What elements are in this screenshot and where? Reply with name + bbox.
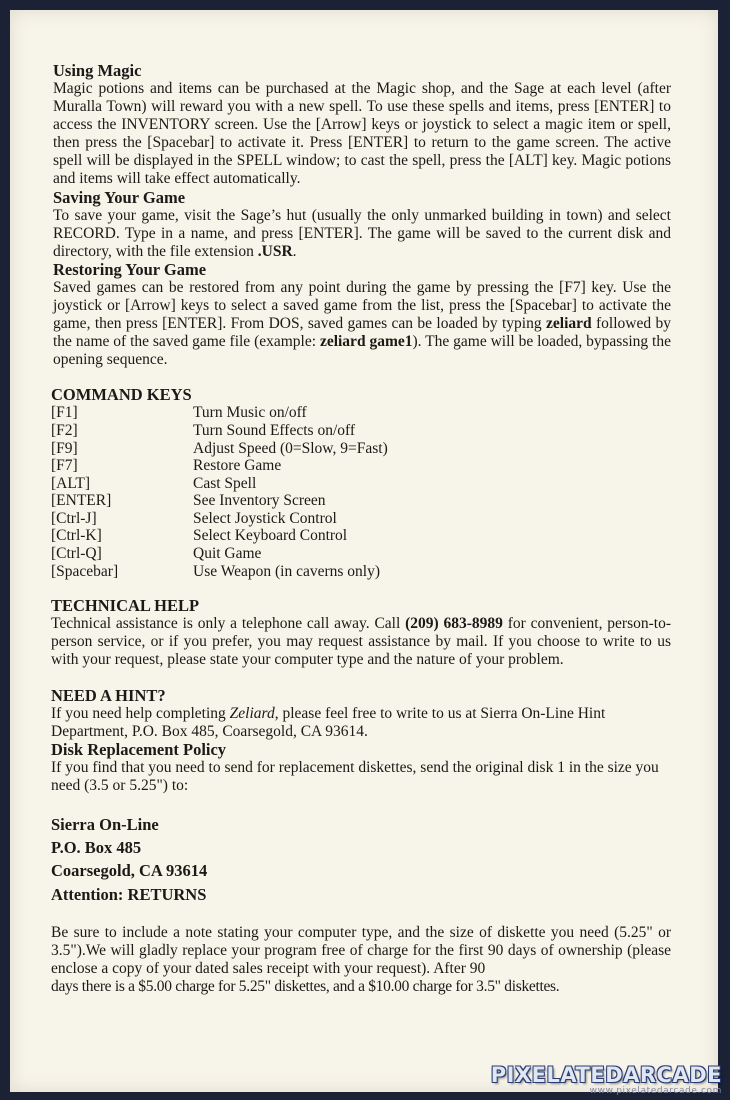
text-technical-help bbox=[51, 615, 671, 669]
heading-restoring-game: Restoring Your Game bbox=[53, 259, 207, 279]
text-need-a-hint bbox=[51, 705, 671, 741]
command-row bbox=[51, 563, 671, 581]
text-hint-pre: If you need help completing bbox=[51, 704, 230, 722]
text-saving-pre: To save your game, visit the Sage’s hut (usually the only unmarked building in town) and select RECORD. Type in a name, and press [ENTER]. The game will be saved to the current disk and directory, with the file extension bbox=[53, 206, 671, 260]
command-keys-table bbox=[51, 404, 671, 580]
file-extension: .USR bbox=[257, 242, 293, 260]
command-row bbox=[51, 545, 671, 563]
heading-using-magic: Using Magic bbox=[53, 61, 142, 80]
section-command-keys bbox=[51, 386, 671, 580]
text-disk-replacement: If you find that you need to send for replacement diskettes, send the original disk 1 in the size you need (3.5 or 5.25") to: bbox=[51, 758, 659, 794]
address-line: Attention: RETURNS bbox=[51, 884, 207, 904]
command-key: [Spacebar] bbox=[51, 562, 119, 580]
command-row bbox=[51, 510, 671, 528]
command-key: [F7] bbox=[51, 457, 78, 475]
heading-technical-help: TECHNICAL HELP bbox=[51, 596, 200, 616]
command-description: Restore Game bbox=[193, 457, 282, 475]
command-row bbox=[51, 475, 671, 493]
command-key: [ENTER] bbox=[51, 492, 112, 510]
command-key: [F1] bbox=[51, 404, 78, 422]
command-description: Adjust Speed (0=Slow, 9=Fast) bbox=[193, 439, 388, 457]
command-description: See Inventory Screen bbox=[193, 492, 326, 510]
section-disk-replacement bbox=[51, 741, 671, 996]
text-restoring-mid: followed by the name of the saved game file (example: bbox=[53, 315, 671, 351]
watermark-url: www.pixelatedarcade.com bbox=[589, 1086, 722, 1096]
command-row bbox=[51, 527, 671, 545]
address-line: Sierra On-Line bbox=[51, 814, 159, 834]
command-row bbox=[51, 440, 671, 458]
text-technical-pre: Technical assistance is only a telephone call away. Call bbox=[51, 615, 406, 633]
text-replacement-closing: Be sure to include a note stating your computer type, and the size of diskette you need (5.25" or 3.5").We will gladly replace your program free of charge for the first 90 days of ownership (please enclose a copy of your dated sales receipt with your request). After 90 bbox=[51, 923, 671, 977]
section-saving-game bbox=[51, 189, 671, 261]
watermark-logo: PIXELATEDARCADE bbox=[490, 1063, 722, 1087]
return-address bbox=[51, 813, 671, 906]
command-key: [F9] bbox=[51, 439, 78, 457]
phone-number: (209) 683-8989 bbox=[405, 615, 503, 633]
command-row bbox=[51, 422, 671, 440]
text-using-magic: Magic potions and items can be purchased at the Magic shop, and the Sage at each level (after Muralla Town) will reward you with a new spell. To use these spells and items, press [ENTER] to access the INVENTORY screen. Use the [Arrow] keys or joystick to select a magic item or spell, then press the [Spacebar] to activate it. Press [ENTER] to return to the game screen. The active spell will be displayed in the SPELL window; to cast the spell, press the [ALT] key. Magic potions and items will take effect automatically. bbox=[53, 80, 671, 188]
text-saving-post: . bbox=[292, 242, 297, 260]
heading-saving-game: Saving Your Game bbox=[53, 187, 186, 207]
command-description: Select Keyboard Control bbox=[193, 527, 348, 545]
address-line: P.O. Box 485 bbox=[51, 838, 142, 858]
manual-page bbox=[10, 10, 718, 1092]
text-hint-post: , please feel free to write to us at Sierra On-Line Hint Department, P.O. Box 485, Coarsegold, CA 93614. bbox=[51, 704, 606, 740]
command-description: Turn Sound Effects on/off bbox=[193, 421, 356, 439]
command-key: [Ctrl-K] bbox=[51, 527, 102, 545]
command-description: Cast Spell bbox=[193, 474, 257, 492]
command-description: Use Weapon (in caverns only) bbox=[193, 562, 380, 580]
heading-need-a-hint: NEED A HINT? bbox=[51, 685, 166, 705]
game-title: Zeliard bbox=[229, 704, 275, 722]
text-saving-game bbox=[53, 207, 671, 261]
text-restoring-pre: Saved games can be restored from any point during the game by pressing the [F7] key. Use the joystick or [Arrow] keys to select a saved game from the list, press the [Spacebar] to activate the game, then press [ENTER]. From DOS, saved games can be loaded by typing bbox=[53, 278, 671, 333]
command-description: Quit Game bbox=[193, 545, 262, 563]
command-row bbox=[51, 404, 671, 422]
command-key: [F2] bbox=[51, 421, 78, 439]
section-using-magic bbox=[51, 62, 671, 189]
command-row bbox=[51, 457, 671, 475]
command-row bbox=[51, 492, 671, 510]
section-need-a-hint bbox=[51, 687, 671, 741]
watermark bbox=[491, 1064, 722, 1096]
text-restoring-game bbox=[53, 279, 671, 369]
address-line: Coarsegold, CA 93614 bbox=[51, 861, 208, 881]
command-key: [ALT] bbox=[51, 474, 91, 492]
command-key: [Ctrl-J] bbox=[51, 509, 97, 527]
text-replacement-charges: days there is a $5.00 charge for 5.25" diskettes, and a $10.00 charge for 3.5" diskettes. bbox=[51, 978, 560, 995]
command-description: Select Joystick Control bbox=[193, 509, 337, 527]
section-restoring-game bbox=[51, 261, 671, 369]
section-technical-help bbox=[51, 597, 671, 669]
heading-command-keys: COMMAND KEYS bbox=[51, 385, 192, 405]
example-command: zeliard game1 bbox=[319, 333, 413, 351]
command-description: Turn Music on/off bbox=[193, 404, 307, 422]
dos-command: zeliard bbox=[546, 315, 592, 333]
text-technical-post: for convenient, person-to-person service, or if you prefer, you may request assistance by mail. If you choose to write to us with your request, please state your computer type and the nature of your problem. bbox=[51, 615, 671, 669]
text-restoring-post: ). The game will be loaded, bypassing the opening sequence. bbox=[53, 333, 671, 369]
command-key: [Ctrl-Q] bbox=[51, 545, 102, 563]
page-content bbox=[51, 62, 671, 996]
heading-disk-replacement: Disk Replacement Policy bbox=[51, 739, 227, 759]
